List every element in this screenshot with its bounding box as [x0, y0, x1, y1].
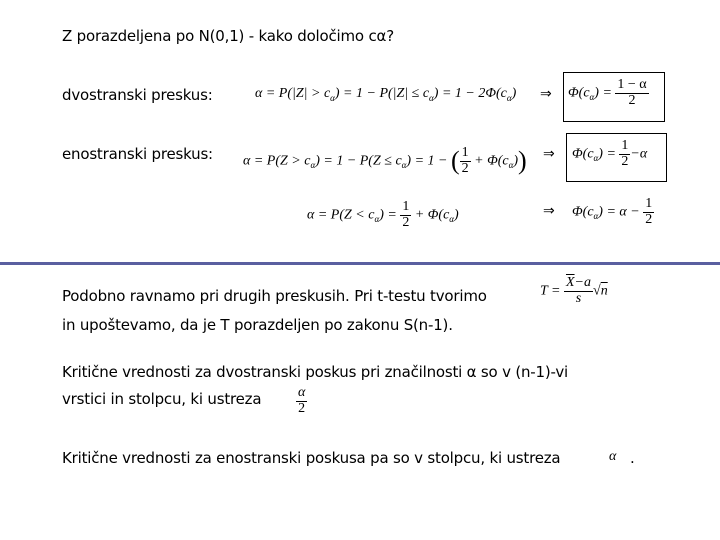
- formula-alpha: α: [609, 449, 617, 464]
- paragraph-t-test-line1: Podobno ravnamo pri drugih preskusih. Pri t-testu tvorimo: [62, 287, 487, 305]
- formula-alpha-half: $\frac{\alpha}{2}$: [298, 385, 306, 416]
- formula-two-sided-result: $\Phi(c_\alpha)$ = $\frac{1 - \alpha}{2}$: [568, 77, 647, 108]
- one-sided-label: enostranski preskus:: [62, 145, 213, 163]
- paragraph-two-sided-line1: Kritične vrednosti za dvostranski poskus pri značilnosti α so v (n-1)-vi: [62, 363, 568, 381]
- paragraph-t-test-line2: in upoštevamo, da je T porazdeljen po zakonu S(n-1).: [62, 316, 453, 334]
- section-divider: [0, 262, 720, 265]
- page-title: Z porazdeljena po N(0,1) - kako določimo cα?: [62, 27, 394, 45]
- paragraph-two-sided-line2: vrstici in stolpcu, ki ustreza: [62, 390, 262, 408]
- formula-two-sided: $\alpha = P(|Z| > c_\alpha) = 1 - P(|Z| \le c_\alpha) = 1 - 2\Phi(c_\alpha)$: [255, 86, 517, 103]
- implies-icon: ⇒: [540, 87, 552, 102]
- formula-one-sided-greater-result: $\Phi(c_\alpha)$ = $\frac{1}{2}$ −α: [572, 138, 648, 169]
- paragraph-one-sided: Kritične vrednosti za enostranski poskusa pa so v stolpcu, ki ustreza: [62, 449, 561, 467]
- formula-one-sided-greater: $\alpha = P(Z > c_\alpha) = 1 - P(Z \le c_\alpha) = 1$ − ( $\frac{1}{2}$ + $\Phi(c_\alpha)$): [243, 145, 527, 176]
- implies-icon: ⇒: [543, 147, 555, 162]
- formula-t-statistic: T = $\frac{\overline{X}-a}{s}$ √n: [540, 275, 608, 306]
- two-sided-label: dvostranski preskus:: [62, 86, 213, 104]
- formula-one-sided-less-result: $\Phi(c_\alpha) = \alpha$ − $\frac{1}{2}$: [572, 196, 653, 227]
- formula-one-sided-less: $\alpha = P(Z < c_\alpha)$ = $\frac{1}{2}$ + $\Phi(c_\alpha)$: [307, 199, 459, 230]
- implies-icon: ⇒: [543, 204, 555, 219]
- paragraph-end-period: .: [630, 449, 635, 467]
